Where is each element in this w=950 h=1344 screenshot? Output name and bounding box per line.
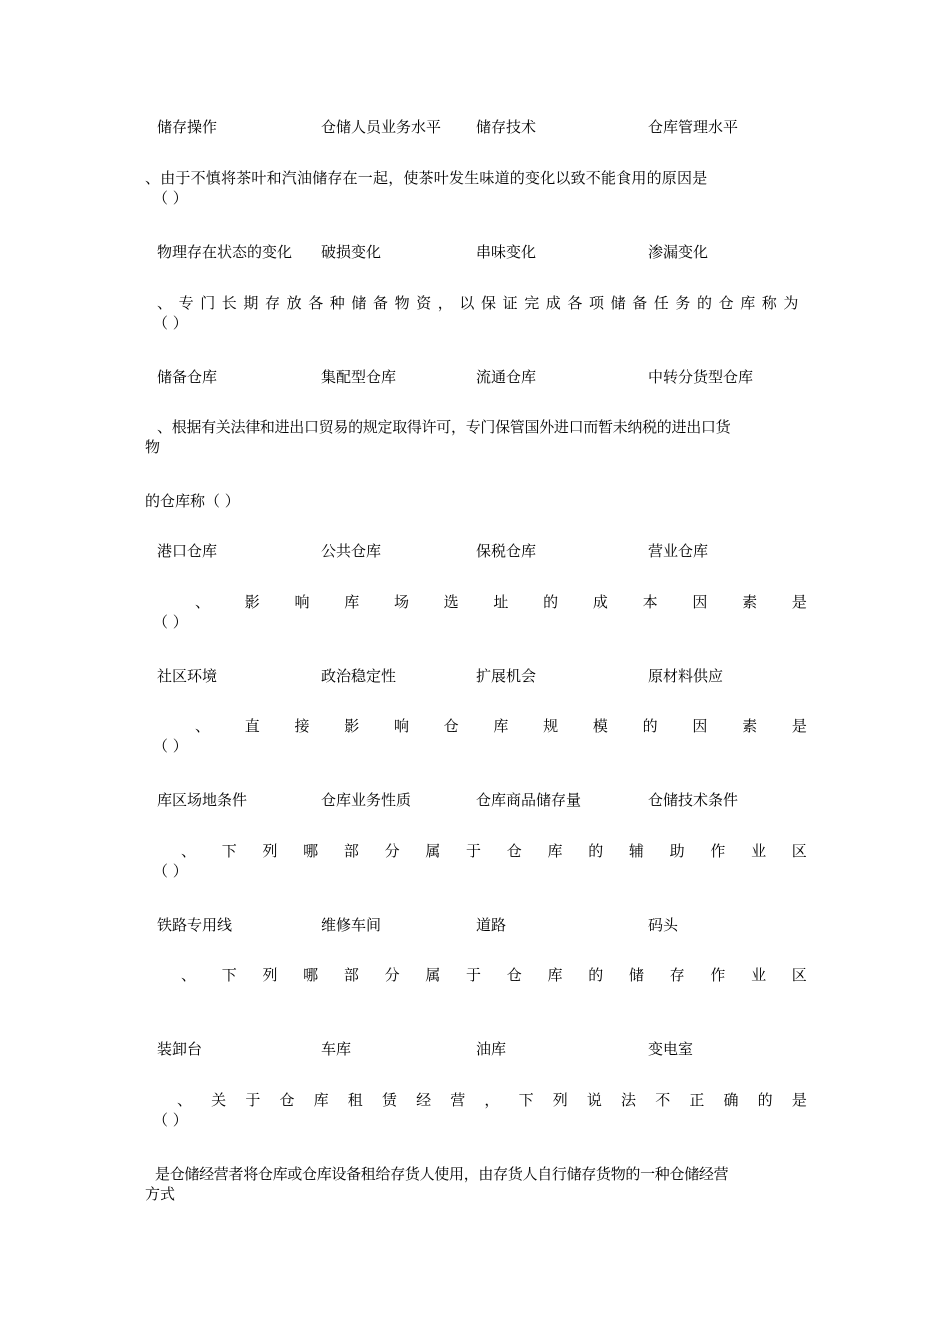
answer-paren: （ ） xyxy=(153,862,188,880)
options-row-q3 xyxy=(0,541,950,561)
stem-char: 作 xyxy=(710,966,726,984)
option-c: 油库 xyxy=(476,1040,507,1058)
options-row-q2 xyxy=(0,367,950,387)
option-d: 变电室 xyxy=(648,1040,694,1058)
stem-char: 是 xyxy=(791,1091,807,1109)
stem-char: 业 xyxy=(751,966,767,984)
stem-char: 库 xyxy=(313,1091,329,1109)
stem-char: 作 xyxy=(710,842,726,860)
statement-line: 是仓储经营者将仓库或仓库设备租给存货人使用，由存货人自行储存货物的一种仓储经营 xyxy=(155,1165,729,1183)
option-d: 营业仓库 xyxy=(648,542,709,560)
stem-char: 规 xyxy=(543,717,559,735)
option-a: 物理存在状态的变化 xyxy=(157,243,293,261)
option-d: 仓库管理水平 xyxy=(648,118,739,136)
options-row-q5 xyxy=(0,790,950,810)
stem-char: 模 xyxy=(592,717,608,735)
stem-char: 列 xyxy=(262,842,278,860)
stem-char: 租 xyxy=(347,1091,363,1109)
stem-char: 不 xyxy=(655,1091,671,1109)
question-q7 xyxy=(145,965,807,985)
question-stem: 、由于不慎将茶叶和汽油储存在一起，使茶叶发生味道的变化以致不能食用的原因是 xyxy=(145,169,708,187)
stem-char: 区 xyxy=(791,842,807,860)
answer-paren: （ ） xyxy=(153,737,188,755)
stem-char: 法 xyxy=(621,1091,637,1109)
option-a: 储备仓库 xyxy=(157,368,218,386)
stem-char: 部 xyxy=(343,842,359,860)
options-row-q4 xyxy=(0,666,950,686)
option-a: 库区场地条件 xyxy=(157,791,248,809)
stem-char: 、 xyxy=(181,842,197,860)
stem-char: 接 xyxy=(294,717,310,735)
options-row-q7 xyxy=(0,1039,950,1059)
option-b: 维修车间 xyxy=(321,916,382,934)
question-stem xyxy=(145,1090,807,1110)
stem-char: 关 xyxy=(211,1091,227,1109)
option-c: 流通仓库 xyxy=(476,368,537,386)
option-c: 仓库商品储存量 xyxy=(476,791,582,809)
option-a: 储存操作 xyxy=(157,118,218,136)
stem-char: 仓 xyxy=(506,842,522,860)
stem-char: 、 xyxy=(195,593,211,611)
stem-char: 存 xyxy=(669,966,685,984)
stem-char: 素 xyxy=(742,593,758,611)
stem-char: 仓 xyxy=(443,717,459,735)
stem-char: 仓 xyxy=(279,1091,295,1109)
stem-char: 下 xyxy=(221,966,237,984)
option-d: 渗漏变化 xyxy=(648,243,709,261)
stem-char: 、 xyxy=(177,1091,193,1109)
question-q2 xyxy=(145,293,807,333)
stem-char: 下 xyxy=(221,842,237,860)
stem-char: 本 xyxy=(642,593,658,611)
stem-char: 响 xyxy=(393,717,409,735)
option-a: 装卸台 xyxy=(157,1040,203,1058)
stem-char: 库 xyxy=(344,593,360,611)
stem-char: 部 xyxy=(343,966,359,984)
question-stem xyxy=(145,592,807,612)
option-d: 中转分货型仓库 xyxy=(648,368,754,386)
stem-char: 分 xyxy=(384,842,400,860)
answer-paren: （ ） xyxy=(153,1111,188,1129)
question-stem-cont: 物 xyxy=(145,438,161,456)
stem-char: 确 xyxy=(723,1091,739,1109)
stem-char: 经 xyxy=(416,1091,432,1109)
option-a: 铁路专用线 xyxy=(157,916,233,934)
option-c: 扩展机会 xyxy=(476,667,537,685)
option-c: 保税仓库 xyxy=(476,542,537,560)
stem-char: 于 xyxy=(466,966,482,984)
options-row-q1 xyxy=(0,242,950,262)
option-c: 储存技术 xyxy=(476,118,537,136)
question-stem-cont-line: 的仓库称（ ） xyxy=(145,492,240,510)
stem-char: 影 xyxy=(244,593,260,611)
stem-char: 直 xyxy=(244,717,260,735)
question-stem xyxy=(145,965,807,985)
options-row-q6 xyxy=(0,915,950,935)
stem-char: 储 xyxy=(628,966,644,984)
stem-char: 素 xyxy=(742,717,758,735)
question-q1 xyxy=(145,168,807,208)
question-q5 xyxy=(145,716,807,756)
stem-char: 哪 xyxy=(303,966,319,984)
stem-char: 下 xyxy=(518,1091,534,1109)
stem-char: 的 xyxy=(543,593,559,611)
answer-paren: （ ） xyxy=(153,189,188,207)
question-stem: 、根据有关法律和进出口贸易的规定取得许可，专门保管国外进口而暂未纳税的进出口货 xyxy=(157,418,731,436)
option-c: 道路 xyxy=(476,916,507,934)
stem-char: 响 xyxy=(294,593,310,611)
stem-char: 是 xyxy=(791,593,807,611)
option-b: 仓储人员业务水平 xyxy=(321,118,442,136)
stem-char: 仓 xyxy=(506,966,522,984)
stem-char: 成 xyxy=(592,593,608,611)
option-b: 破损变化 xyxy=(321,243,382,261)
stem-char: 的 xyxy=(588,842,604,860)
stem-char: ， xyxy=(484,1091,500,1109)
stem-char: 哪 xyxy=(303,842,319,860)
options-row-q0 xyxy=(0,117,950,137)
stem-char: 列 xyxy=(262,966,278,984)
stem-char: 于 xyxy=(245,1091,261,1109)
stem-char: 址 xyxy=(493,593,509,611)
stem-char: 于 xyxy=(466,842,482,860)
stem-char: 库 xyxy=(547,966,563,984)
question-stem xyxy=(145,841,807,861)
stem-char: 说 xyxy=(586,1091,602,1109)
stem-char: 营 xyxy=(450,1091,466,1109)
stem-char: 的 xyxy=(757,1091,773,1109)
stem-char: 属 xyxy=(425,842,441,860)
option-c: 串味变化 xyxy=(476,243,537,261)
option-d: 码头 xyxy=(648,916,679,934)
stem-char: 业 xyxy=(751,842,767,860)
option-d: 原材料供应 xyxy=(648,667,724,685)
option-b: 集配型仓库 xyxy=(321,368,397,386)
stem-char: 是 xyxy=(791,717,807,735)
statement-a xyxy=(145,1164,807,1204)
question-q4 xyxy=(145,592,807,632)
stem-char: 影 xyxy=(344,717,360,735)
question-stem xyxy=(145,716,807,736)
option-b: 公共仓库 xyxy=(321,542,382,560)
stem-char: 场 xyxy=(393,593,409,611)
stem-char: 分 xyxy=(384,966,400,984)
stem-char: 辅 xyxy=(628,842,644,860)
stem-char: 助 xyxy=(669,842,685,860)
question-q3 xyxy=(145,417,807,457)
stem-char: 库 xyxy=(547,842,563,860)
question-q8 xyxy=(145,1090,807,1130)
stem-char: 的 xyxy=(588,966,604,984)
option-d: 仓储技术条件 xyxy=(648,791,739,809)
stem-char: 属 xyxy=(425,966,441,984)
answer-paren: （ ） xyxy=(153,314,188,332)
stem-char: 赁 xyxy=(381,1091,397,1109)
option-b: 仓库业务性质 xyxy=(321,791,412,809)
stem-char: 正 xyxy=(689,1091,705,1109)
stem-char: 、 xyxy=(181,966,197,984)
answer-paren: （ ） xyxy=(153,613,188,631)
question-q6 xyxy=(145,841,807,881)
stem-char: 因 xyxy=(692,717,708,735)
statement-line-cont: 方式 xyxy=(145,1185,176,1203)
question-stem: 、专门长期存放各种储备物资，以保证完成各项储备任务的仓库称为 xyxy=(157,294,806,312)
stem-char: 列 xyxy=(552,1091,568,1109)
option-b: 车库 xyxy=(321,1040,352,1058)
stem-char: 库 xyxy=(493,717,509,735)
stem-char: 区 xyxy=(791,966,807,984)
option-a: 港口仓库 xyxy=(157,542,218,560)
stem-char: 因 xyxy=(692,593,708,611)
option-a: 社区环境 xyxy=(157,667,218,685)
stem-char: 、 xyxy=(195,717,211,735)
stem-char: 选 xyxy=(443,593,459,611)
option-b: 政治稳定性 xyxy=(321,667,397,685)
stem-char: 的 xyxy=(642,717,658,735)
